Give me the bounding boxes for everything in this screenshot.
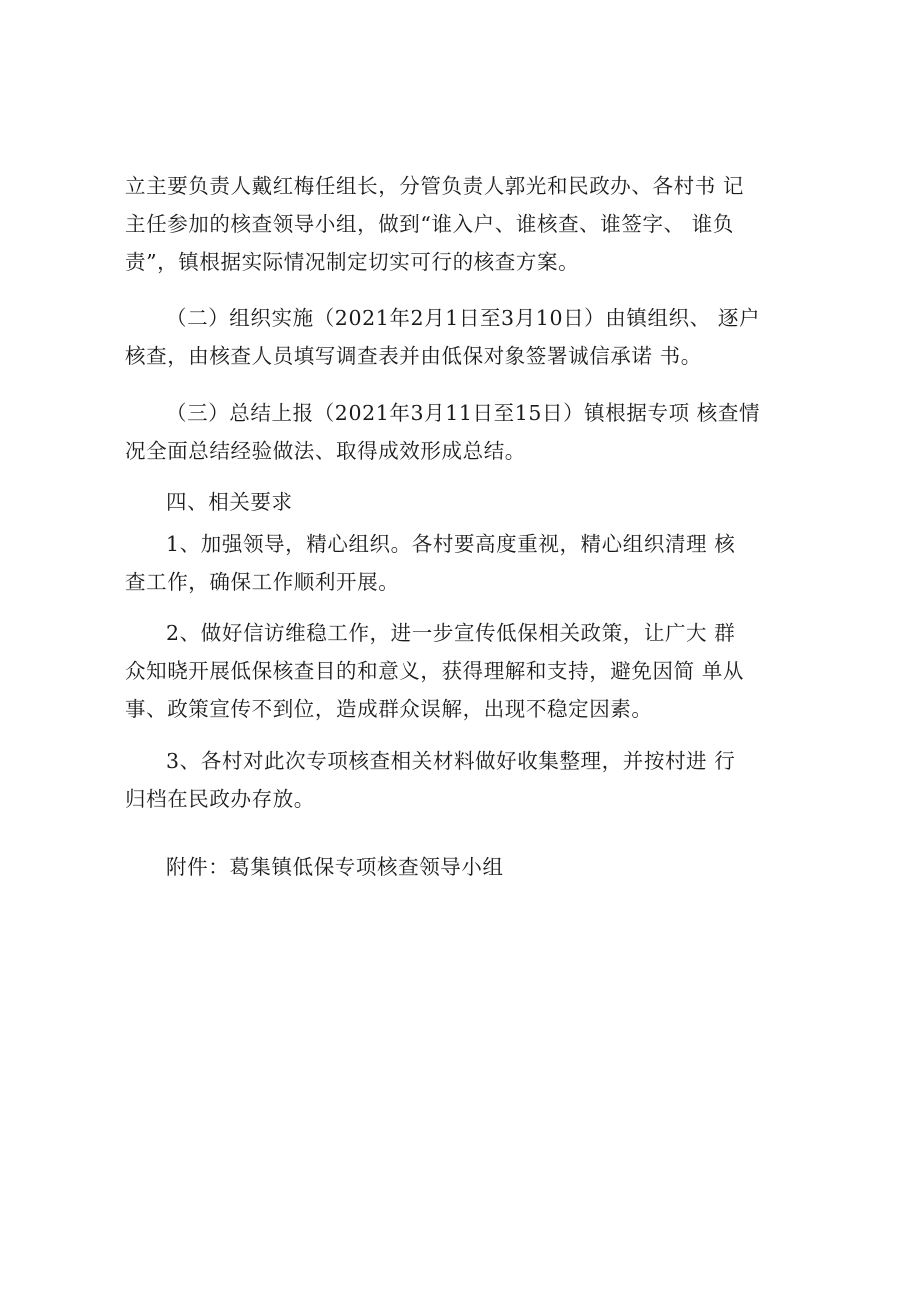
text-line: 核查，由核查人员填写调查表并由低保对象签署诚信承诺 书。 <box>125 344 702 368</box>
text-line: 责”，镇根据实际情况制定切实可行的核查方案。 <box>125 250 580 274</box>
text-line: 况全面总结经验做法、取得成效形成总结。 <box>125 439 526 463</box>
text-line: （三）总结上报（2021年3月11日至15日）镇根据专项 核查情 <box>166 401 761 425</box>
text-line: 查工作，确保工作顺利开展。 <box>125 570 400 594</box>
requirement-item-1 <box>125 525 809 601</box>
attachment-text: 附件：葛集镇低保专项核查领导小组 <box>166 855 504 879</box>
section-heading-requirements <box>125 483 809 521</box>
requirement-item-2 <box>125 614 809 728</box>
paragraph-organize-implement <box>125 299 809 375</box>
text-line: 1、加强领导，精心组织。各村要高度重视，精心组织清理 核 <box>166 532 736 556</box>
text-line: （二）组织实施（2021年2月1日至3月10日）由镇组织、 逐户 <box>166 306 761 330</box>
text-line: 众知晓开展低保核查目的和意义，获得理解和支持，避免因简 单从 <box>125 659 745 683</box>
requirement-item-3 <box>125 742 809 818</box>
text-line: 3、各村对此次专项核查相关材料做好收集整理，并按村进 行 <box>166 749 736 773</box>
text-line: 立主要负责人戴红梅任组长，分管负责人郭光和民政办、各村书 记 <box>125 174 745 198</box>
text-line: 主任参加的核查领导小组，做到“谁入户、谁核查、谁签字、 谁负 <box>125 212 734 236</box>
section-heading: 四、相关要求 <box>166 490 293 514</box>
text-line: 归档在民政办存放。 <box>125 787 315 811</box>
attachment-line <box>125 848 809 886</box>
text-line: 2、做好信访维稳工作，进一步宣传低保相关政策，让广大 群 <box>166 621 736 645</box>
text-line: 事、政策宣传不到位，造成群众误解，出现不稳定因素。 <box>125 697 653 721</box>
paragraph-leadership-group <box>125 167 809 281</box>
paragraph-summary-report <box>125 394 809 470</box>
